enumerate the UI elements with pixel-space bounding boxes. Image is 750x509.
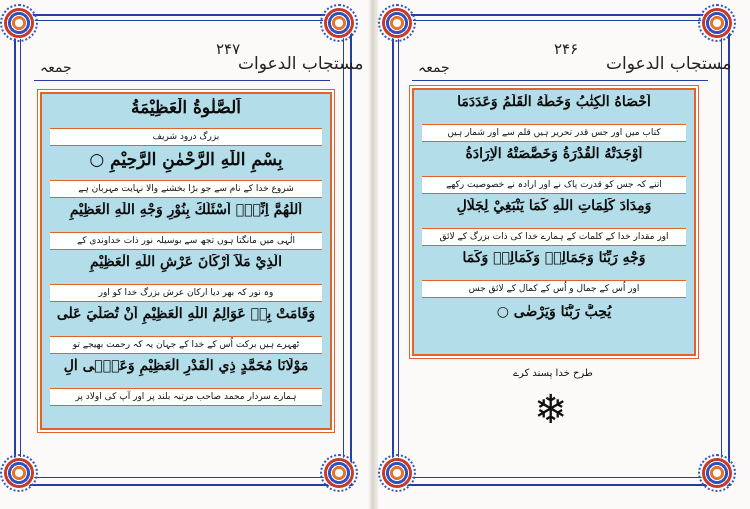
translation-line: بزرگ درود شریف <box>50 128 322 146</box>
translation-line: وہ نور کہ بھر دیا ارکان عرش بزرگ خدا کو اور <box>50 284 322 302</box>
arabic-line: مَوْلَانَا مُحَمَّدٍ ذِي الْقَدْرِ الْعَظِيْمِ وَعَلٰۤى اٰلِ <box>63 358 309 374</box>
arabic-line: اَوْجَدَتْهُ الْقُدْرَةُ وَخَصَّصَتْهُ الْاِرَادَةُ <box>465 146 643 162</box>
rosette-ornament-icon <box>324 458 354 488</box>
arabic-line: يُحِبُّ رَبُّنَا وَيَرْضٰى ○ <box>496 304 612 320</box>
rosette-ornament-icon <box>4 458 34 488</box>
running-title: مستجاب الدعوات <box>238 54 364 74</box>
snowflake-ornament-icon: ❄ <box>534 387 568 433</box>
arabic-line: وَمِدَادَ كَلِمَاتِ اللّٰهِ كَمَا يَنْبَغِيْ لِجَلَالِ <box>456 198 652 214</box>
arabic-line: وَقَامَتْ بِهٖ عَوَالِمُ اللّٰهِ الْعَظِيْمِ اَنْ تُصَلِّيَ عَلٰى <box>56 306 316 322</box>
translation-line: شروع خدا کے نام سے جو بڑا بخشنے والا نہایت مہربان ہے <box>50 180 322 198</box>
arabic-line: الَّذِيْ مَلَاَ اَرْكَانَ عَرْشِ اللّٰهِ الْعَظِيْمِ <box>90 254 282 270</box>
prayer-heading: اَلصَّلٰوةُ الْعَظِيْمَةُ <box>130 98 241 118</box>
page-number: ۲۴۷ <box>216 40 241 58</box>
arabic-line: اَحْصَاهُ الْكِتٰبُ وَخَطَّهُ الْقَلَمُ وَعَدَدَمَا <box>457 94 651 110</box>
translation-line: ہمارے سردار محمد صاحب مرتبہ بلند پر اور آپ کی اولاد پر <box>50 388 322 406</box>
day-label: جمعہ <box>40 60 72 76</box>
header-rule <box>412 80 708 81</box>
day-label: جمعہ <box>418 60 450 76</box>
translation-line: اور مقدار خدا کے کلمات کے ہمارے خدا کی ذات بزرگ کے لائق <box>422 228 686 246</box>
rosette-ornament-icon <box>702 8 732 38</box>
translation-line: اتنے کہ جس کو قدرت پاک نے اور ارادہ نے خصوصیت رکھے <box>422 176 686 194</box>
page-number: ۲۴۶ <box>554 40 579 58</box>
left-page <box>0 0 372 509</box>
arabic-line: اَللّٰهُمَّ اِنِّيْۤ اَسْئَلُكَ بِنُوْرِ وَجْهِ اللّٰهِ الْعَظِيْمِ <box>69 202 303 218</box>
rosette-ornament-icon <box>324 8 354 38</box>
right-text-panel <box>412 88 696 356</box>
header-rule <box>34 80 330 81</box>
translation-line: الٰہی میں مانگتا ہوں تجھ سے بوسیلہ نور ذات خداوندی کے <box>50 232 322 250</box>
rosette-ornament-icon <box>4 8 34 38</box>
translation-line: کتاب میں اور جس قدر تحریر ہیں قلم سے اور شمار ہیں <box>422 124 686 142</box>
rosette-ornament-icon <box>702 458 732 488</box>
arabic-line: بِسْمِ اللّٰهِ الرَّحْمٰنِ الرَّحِيْمِ ○ <box>89 150 283 170</box>
arabic-line: وَجْهِ رَبِّنَا وَجَمَالِهٖ وَكَمَالِهٖ وَكَمَا <box>462 250 646 266</box>
left-text-panel <box>40 92 332 430</box>
rosette-ornament-icon <box>382 8 412 38</box>
translation-line: اور اُس کے جمال و اُس کے کمال کے لائق جس <box>422 280 686 298</box>
rosette-ornament-icon <box>382 458 412 488</box>
translation-line: ٹھہرے ہیں برکت اُس کے خدا کے جہان یہ کہ رحمت بھیجے تو <box>50 336 322 354</box>
closing-translation: طرح خدا پسند کرے <box>513 368 593 379</box>
right-page <box>378 0 750 509</box>
running-title: مستجاب الدعوات <box>606 54 732 74</box>
